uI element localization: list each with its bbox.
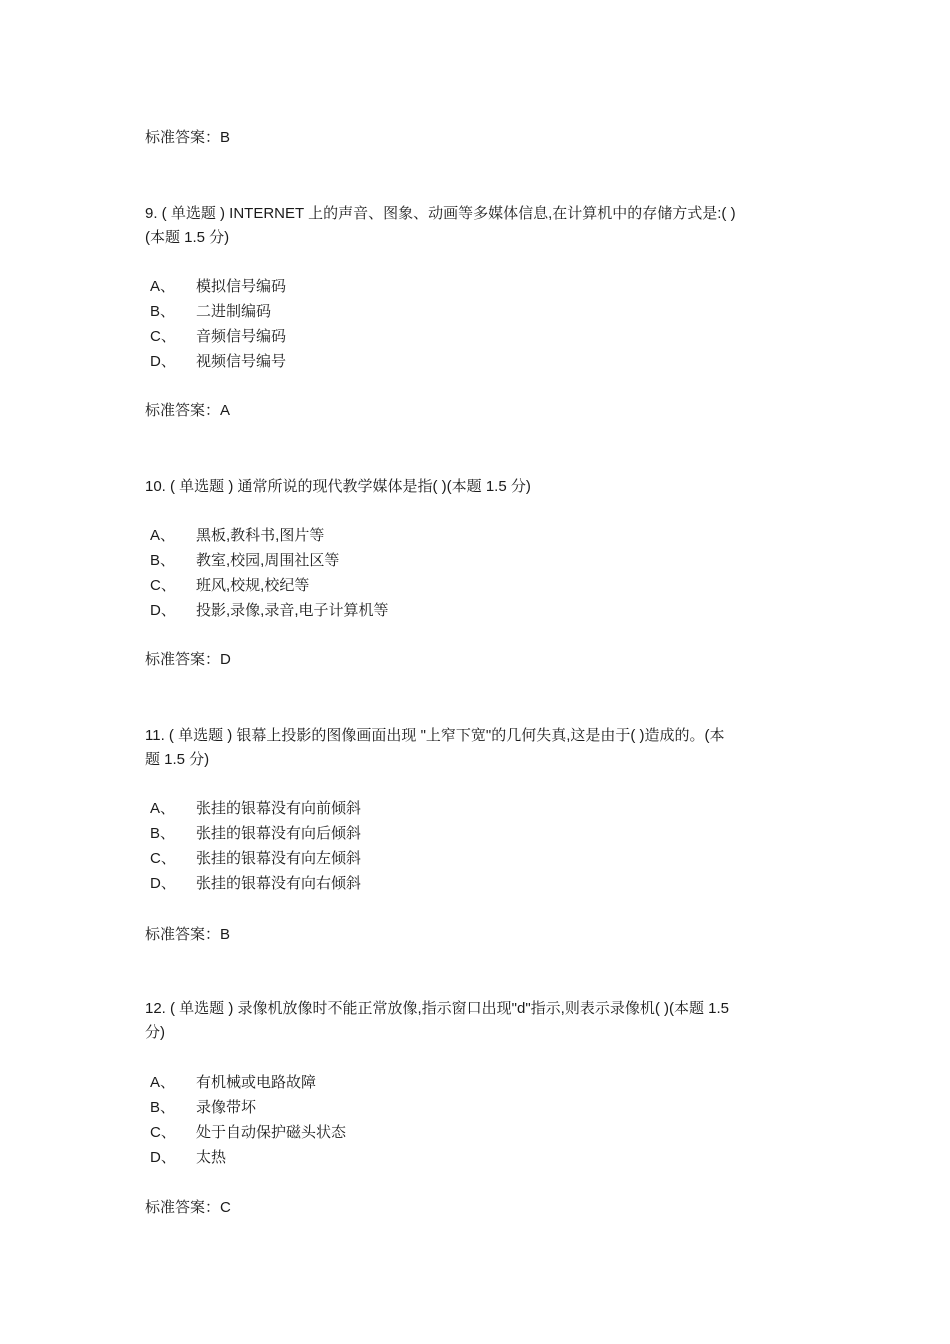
option-letter: D、 — [150, 602, 176, 619]
option-text: 张挂的银幕没有向后倾斜 — [196, 825, 362, 842]
question-10-option-a — [150, 525, 324, 547]
question-10-option-b — [150, 550, 339, 572]
option-letter: D、 — [150, 353, 176, 370]
question-12-stem: 12. ( 单选题 ) 录像机放像时不能正常放像,指示窗口出现"d"指示,则表示录像机( )(本题 1.5 — [145, 1000, 730, 1017]
question-10-option-d — [150, 600, 389, 622]
option-letter: C、 — [150, 1124, 176, 1141]
option-text: 张挂的银幕没有向右倾斜 — [196, 875, 362, 892]
option-letter: A、 — [150, 527, 176, 544]
option-text: 录像带坏 — [196, 1099, 257, 1116]
option-letter: C、 — [150, 577, 176, 594]
option-text: 黑板,教科书,图片等 — [196, 527, 325, 544]
question-11-option-a — [150, 798, 361, 820]
option-text: 张挂的银幕没有向左倾斜 — [196, 850, 362, 867]
question-12-option-d — [150, 1147, 226, 1169]
option-letter: B、 — [150, 1099, 176, 1116]
option-letter: B、 — [150, 303, 176, 320]
question-11-option-b — [150, 823, 361, 845]
option-text: 班风,校规,校纪等 — [196, 577, 310, 594]
question-11-stem: 11. ( 单选题 ) 银幕上投影的图像画面出现 "上窄下宽"的几何失真,这是由于( )造成的。(本 — [145, 727, 725, 744]
option-letter: D、 — [150, 875, 176, 892]
question-9-option-d — [150, 351, 286, 373]
question-12-option-c — [150, 1122, 346, 1144]
option-letter: A、 — [150, 278, 176, 295]
question-9-stem: 9. ( 单选题 ) INTERNET 上的声音、图象、动画等多媒体信息,在计算机中的存储方式是:( ) — [145, 205, 736, 222]
question-10-answer: 标准答案：D — [145, 651, 231, 668]
option-text: 张挂的银幕没有向前倾斜 — [196, 800, 362, 817]
question-12-option-b — [150, 1097, 256, 1119]
option-text: 模拟信号编码 — [196, 278, 287, 295]
option-text: 二进制编码 — [196, 303, 272, 320]
option-letter: B、 — [150, 552, 176, 569]
question-9-option-a — [150, 276, 286, 298]
question-10-option-c — [150, 575, 309, 597]
question-9-option-c — [150, 326, 286, 348]
question-9-answer: 标准答案：A — [145, 402, 231, 419]
option-letter: D、 — [150, 1149, 176, 1166]
option-text: 音频信号编码 — [196, 328, 287, 345]
standard-answer-prev: 标准答案：B — [145, 129, 231, 146]
question-11-stem-cont: 题 1.5 分) — [145, 751, 210, 768]
option-text: 太热 — [196, 1149, 227, 1166]
question-11-option-c — [150, 848, 361, 870]
option-letter: C、 — [150, 328, 176, 345]
option-text: 教室,校园,周围社区等 — [196, 552, 340, 569]
question-12-answer: 标准答案：C — [145, 1199, 231, 1216]
question-11-option-d — [150, 873, 361, 895]
option-text: 有机械或电路故障 — [196, 1074, 317, 1091]
question-9-stem-cont: (本题 1.5 分) — [145, 229, 230, 246]
question-10-stem: 10. ( 单选题 ) 通常所说的现代教学媒体是指( )(本题 1.5 分) — [145, 478, 531, 495]
question-9-option-b — [150, 301, 271, 323]
question-11-answer: 标准答案：B — [145, 926, 231, 943]
option-letter: B、 — [150, 825, 176, 842]
option-text: 处于自动保护磁头状态 — [196, 1124, 347, 1141]
question-12-stem-cont: 分) — [145, 1024, 165, 1041]
option-text: 投影,录像,录音,电子计算机等 — [196, 602, 389, 619]
option-letter: A、 — [150, 800, 176, 817]
option-letter: C、 — [150, 850, 176, 867]
option-text: 视频信号编号 — [196, 353, 287, 370]
option-letter: A、 — [150, 1074, 176, 1091]
question-12-option-a — [150, 1072, 316, 1094]
